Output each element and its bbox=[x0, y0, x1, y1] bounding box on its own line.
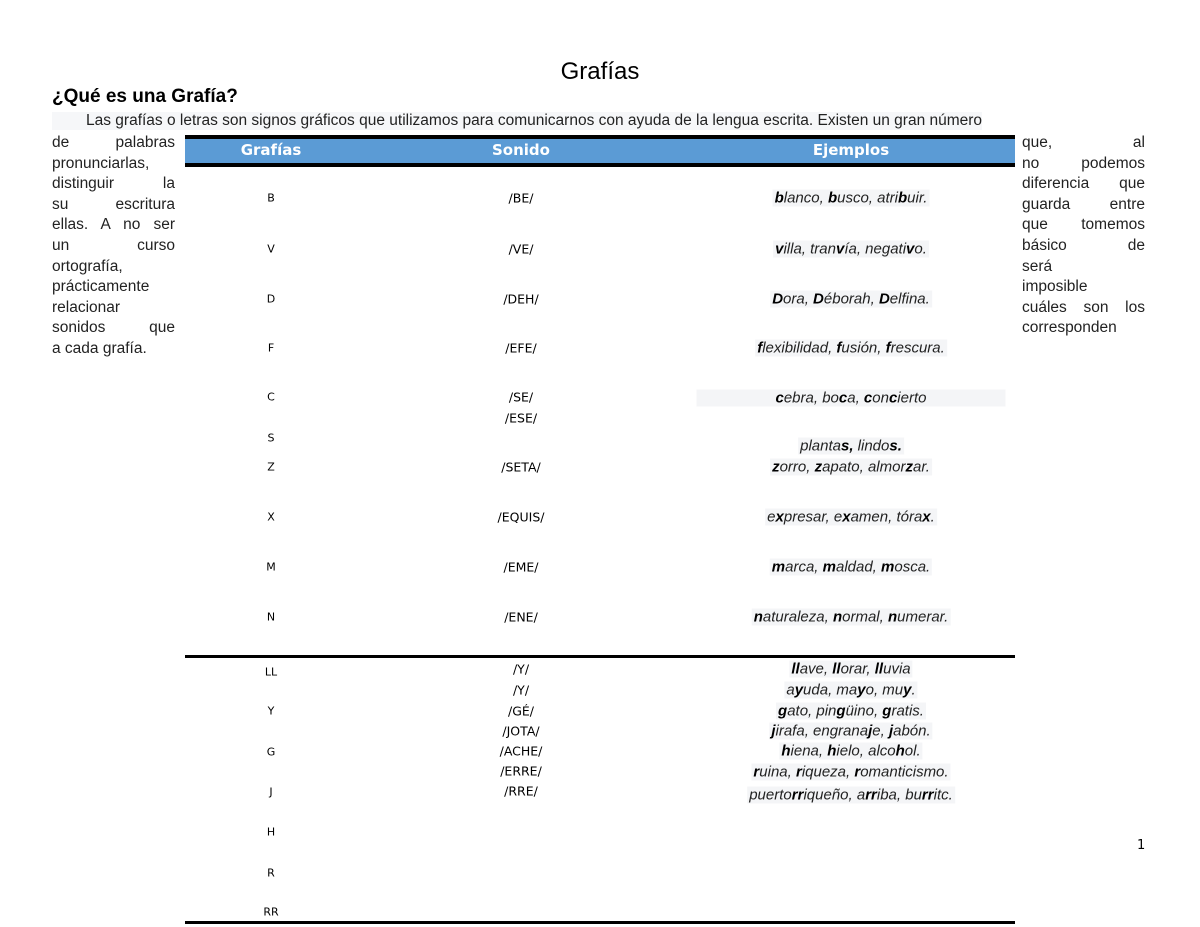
highlighted-letter: b bbox=[774, 189, 784, 207]
text-line: distinguir la bbox=[52, 175, 175, 193]
highlighted-letter: c bbox=[838, 389, 848, 407]
ejemplo-cell bbox=[773, 241, 929, 258]
highlighted-letter: D bbox=[878, 290, 890, 308]
text-line: guarda entre bbox=[1022, 195, 1145, 213]
text-line: un curso bbox=[52, 236, 175, 254]
example-text: ave, bbox=[799, 660, 833, 678]
sonido-cell: /BE/ bbox=[508, 190, 534, 206]
page-title: Grafías bbox=[560, 58, 640, 85]
highlighted-letter: b bbox=[897, 189, 908, 207]
example-text: elfina. bbox=[889, 290, 930, 308]
sonido-cell: /JOTA/ bbox=[502, 723, 540, 739]
sonido-cell: /EME/ bbox=[503, 559, 539, 575]
ejemplo-cell bbox=[798, 438, 904, 455]
highlighted-letter: y bbox=[857, 681, 866, 699]
example-text: osca. bbox=[894, 558, 931, 576]
grafia-cell: LL bbox=[264, 665, 278, 679]
sonido-cell: /GÉ/ bbox=[507, 703, 535, 719]
highlighted-letter: n bbox=[887, 608, 898, 626]
example-text: ratis. bbox=[891, 702, 924, 720]
highlighted-letter: s. bbox=[889, 437, 902, 455]
example-text: ato, pin bbox=[787, 702, 837, 720]
example-text: ol. bbox=[904, 742, 921, 760]
example-text: . bbox=[911, 681, 916, 699]
highlighted-letter: s, bbox=[840, 437, 854, 455]
example-text: rescura. bbox=[890, 339, 945, 357]
highlighted-letter: c bbox=[888, 389, 898, 407]
highlighted-letter: c bbox=[863, 389, 873, 407]
sonido-cell: /ERRE/ bbox=[500, 763, 542, 779]
grafia-cell: H bbox=[266, 825, 276, 839]
text-line: de palabras bbox=[52, 134, 175, 151]
example-text: itc. bbox=[933, 786, 953, 804]
example-text: iqueño, a bbox=[803, 786, 866, 804]
example-text: puerto bbox=[749, 786, 792, 804]
sonido-cell: /RRE/ bbox=[504, 783, 538, 799]
highlighted-letter: h bbox=[827, 742, 837, 760]
example-text: aldad, bbox=[835, 558, 882, 576]
example-text: aturaleza, bbox=[762, 608, 833, 626]
highlighted-letter: j bbox=[868, 722, 873, 740]
example-text: . bbox=[930, 508, 935, 526]
example-text: éborah, bbox=[823, 290, 879, 308]
table-header bbox=[185, 139, 1015, 163]
text-line: prácticamente bbox=[52, 278, 150, 296]
ejemplo-cell bbox=[784, 682, 917, 699]
page-number: 1 bbox=[1137, 838, 1146, 853]
example-text: orar, bbox=[840, 660, 875, 678]
grafia-cell: M bbox=[266, 560, 276, 574]
example-text: iena, bbox=[790, 742, 828, 760]
ejemplo-cell bbox=[770, 291, 932, 308]
highlighted-letter: x bbox=[775, 508, 784, 526]
example-text: amen, tóra bbox=[850, 508, 923, 526]
example-text: planta bbox=[800, 437, 841, 455]
highlighted-letter: z bbox=[905, 458, 913, 476]
grafia-cell: Z bbox=[267, 460, 275, 474]
example-text: usco, atri bbox=[837, 189, 898, 207]
grafia-cell: N bbox=[266, 610, 276, 624]
text-line: sonidos que bbox=[52, 319, 175, 337]
example-text: o, mu bbox=[865, 681, 904, 699]
highlighted-letter: h bbox=[895, 742, 905, 760]
ejemplo-cell bbox=[755, 340, 947, 357]
sonido-cell: /ACHE/ bbox=[499, 743, 543, 759]
highlighted-letter: z bbox=[772, 458, 780, 476]
text-line: ellas. A no ser bbox=[52, 216, 175, 234]
example-text: a bbox=[786, 681, 795, 699]
highlighted-letter: v bbox=[906, 240, 915, 258]
section-heading: ¿Qué es una Grafía? bbox=[52, 86, 238, 107]
highlighted-letter: rr bbox=[791, 786, 804, 804]
example-text: iqueza, bbox=[801, 763, 855, 781]
example-text: a, bbox=[847, 389, 864, 407]
grafia-cell: C bbox=[267, 390, 275, 404]
ejemplo-cell bbox=[697, 390, 1006, 407]
grafia-cell: R bbox=[267, 866, 275, 880]
text-line: imposible bbox=[1022, 278, 1088, 296]
header-ejemplos: Ejemplos bbox=[812, 141, 890, 159]
example-text: üino, bbox=[845, 702, 883, 720]
example-text: apato, almor bbox=[822, 458, 906, 476]
text-line: que, al bbox=[1022, 134, 1145, 151]
highlighted-letter: z bbox=[814, 458, 823, 476]
text-line: será bbox=[1022, 257, 1053, 275]
example-text: omanticismo. bbox=[860, 763, 949, 781]
example-text: o. bbox=[914, 240, 927, 258]
grafia-cell: B bbox=[267, 191, 275, 205]
sonido-cell: /EQUIS/ bbox=[497, 509, 545, 525]
example-text: illa, tran bbox=[783, 240, 836, 258]
highlighted-letter: c bbox=[775, 389, 784, 407]
highlighted-letter: y bbox=[903, 681, 912, 699]
example-text: e bbox=[767, 508, 776, 526]
sonido-cell: /Y/ bbox=[512, 661, 530, 677]
example-text: uina, bbox=[759, 763, 796, 781]
grafia-cell: F bbox=[267, 341, 275, 355]
grafia-cell: RR bbox=[263, 905, 279, 919]
sonido-cell: /SE/ bbox=[508, 389, 534, 405]
highlighted-letter: g bbox=[836, 702, 846, 720]
highlighted-letter: v bbox=[775, 240, 784, 258]
text-line: a cada grafía. bbox=[52, 339, 147, 357]
highlighted-letter: f bbox=[885, 339, 891, 357]
ejemplo-cell bbox=[765, 509, 937, 526]
example-text: on bbox=[872, 389, 889, 407]
text-line: su escritura bbox=[52, 195, 175, 213]
sonido-cell: /Y/ bbox=[512, 682, 530, 698]
highlighted-letter: h bbox=[781, 742, 791, 760]
highlighted-letter: rr bbox=[865, 786, 877, 804]
example-text: irafa, engrana bbox=[775, 722, 869, 740]
highlighted-letter: x bbox=[922, 508, 931, 526]
example-text: ielo, alco bbox=[836, 742, 896, 760]
example-text: ebra, bo bbox=[783, 389, 839, 407]
text-line: relacionar bbox=[52, 298, 121, 316]
highlighted-letter: x bbox=[842, 508, 851, 526]
highlighted-letter: n bbox=[832, 608, 843, 626]
sonido-cell: /DEH/ bbox=[503, 291, 539, 307]
sonido-cell: /ESE/ bbox=[504, 410, 538, 426]
example-text: iba, bu bbox=[876, 786, 922, 804]
text-line: no podemos bbox=[1022, 154, 1145, 172]
text-line: pronunciarlas, bbox=[52, 154, 150, 172]
example-text: presar, e bbox=[783, 508, 843, 526]
ejemplo-cell bbox=[751, 764, 950, 781]
highlighted-letter: rr bbox=[921, 786, 934, 804]
highlighted-letter: D bbox=[813, 290, 824, 308]
highlighted-letter: g bbox=[778, 702, 788, 720]
grafia-cell: Y bbox=[267, 704, 275, 718]
example-text: ía, negati bbox=[844, 240, 907, 258]
sonido-cell: /EFE/ bbox=[505, 340, 537, 356]
example-text: arca, bbox=[785, 558, 823, 576]
sonido-cell: /VE/ bbox=[508, 241, 534, 257]
text-line: básico de bbox=[1022, 236, 1145, 254]
left-text-column bbox=[52, 133, 175, 360]
grafia-cell: X bbox=[267, 510, 275, 524]
highlighted-letter: r bbox=[795, 763, 802, 781]
highlighted-letter: ll bbox=[791, 660, 800, 678]
example-text: uvia bbox=[883, 660, 911, 678]
text-line: ortografía, bbox=[52, 257, 123, 275]
ejemplo-cell bbox=[770, 459, 932, 476]
intro-paragraph: Las grafías o letras son signos gráficos que utilizamos para comunicarnos con ayuda de la lengua escrita. Existen un gran número bbox=[52, 112, 982, 130]
grafia-cell: V bbox=[267, 242, 275, 256]
grafia-cell: D bbox=[266, 292, 276, 306]
text-line: cuáles son los bbox=[1022, 298, 1145, 316]
ejemplo-cell bbox=[769, 723, 932, 740]
highlighted-letter: r bbox=[854, 763, 861, 781]
highlighted-letter: m bbox=[771, 558, 786, 576]
ejemplo-cell bbox=[747, 787, 955, 804]
highlighted-letter: n bbox=[753, 608, 763, 626]
example-text: ierto bbox=[897, 389, 927, 407]
sonido-cell: /ENE/ bbox=[504, 609, 538, 625]
header-sonido: Sonido bbox=[492, 141, 550, 159]
example-text: e, bbox=[872, 722, 889, 740]
example-text: umerar. bbox=[897, 608, 949, 626]
highlighted-letter: f bbox=[757, 339, 763, 357]
table-header-rule bbox=[185, 163, 1015, 167]
grafia-cell: G bbox=[266, 745, 276, 759]
example-text: uda, ma bbox=[803, 681, 858, 699]
example-text: abón. bbox=[893, 722, 931, 740]
grafia-cell: S bbox=[267, 431, 275, 445]
highlighted-letter: ll bbox=[832, 660, 841, 678]
ejemplo-cell bbox=[789, 661, 912, 678]
text-line: que tomemos bbox=[1022, 216, 1145, 234]
example-text: lindo bbox=[853, 437, 890, 455]
highlighted-letter: j bbox=[888, 722, 894, 740]
grafia-cell: J bbox=[269, 785, 273, 799]
text-line: corresponden bbox=[1022, 319, 1117, 337]
ejemplo-cell bbox=[779, 743, 922, 760]
example-text: ora, bbox=[783, 290, 814, 308]
highlighted-letter: v bbox=[835, 240, 845, 258]
example-text: ormal, bbox=[842, 608, 888, 626]
ejemplo-cell bbox=[773, 190, 930, 207]
highlighted-letter: D bbox=[772, 290, 784, 308]
header-grafias: Grafías bbox=[240, 141, 302, 159]
example-text: usión, bbox=[841, 339, 886, 357]
sonido-cell: /SETA/ bbox=[501, 459, 541, 475]
example-text: orro, bbox=[779, 458, 815, 476]
example-text: uir. bbox=[907, 189, 928, 207]
text-line: diferencia que bbox=[1022, 175, 1145, 193]
highlighted-letter: g bbox=[882, 702, 892, 720]
highlighted-letter: b bbox=[827, 189, 838, 207]
example-text: lexibilidad, bbox=[762, 339, 837, 357]
table-bottom-rule bbox=[185, 921, 1015, 924]
table-mid-rule bbox=[185, 655, 1015, 658]
example-text: ar. bbox=[912, 458, 930, 476]
ejemplo-cell bbox=[752, 609, 951, 626]
highlighted-letter: f bbox=[836, 339, 842, 357]
ejemplo-cell bbox=[776, 703, 926, 720]
highlighted-letter: r bbox=[753, 763, 760, 781]
highlighted-letter: ll bbox=[874, 660, 884, 678]
example-text: lanco, bbox=[783, 189, 828, 207]
highlighted-letter: m bbox=[822, 558, 836, 576]
highlighted-letter: m bbox=[881, 558, 895, 576]
right-text-column bbox=[1022, 133, 1145, 339]
ejemplo-cell bbox=[770, 559, 932, 576]
highlighted-letter: y bbox=[794, 681, 804, 699]
highlighted-letter: j bbox=[771, 722, 776, 740]
